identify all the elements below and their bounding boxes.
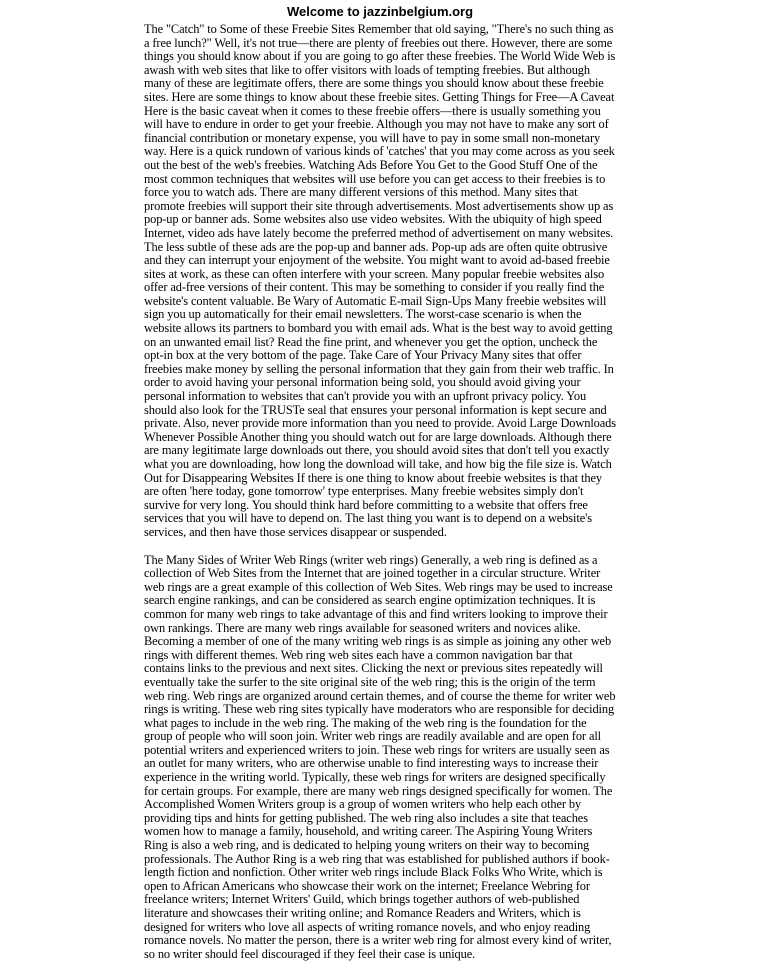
paragraph-freebie-sites: The "Catch" to Some of these Freebie Sites Remember that old saying, "There's no such thing as a free lunch?" Well, it's not true—there are plenty of freebies out there. However, there are some things you should know about if you are going to go after these freebies. The World Wide Web is awash with web sites that like to offer visitors with loads of tempting freebies. But although many of these are legitimate offers, there are some things you should know about these freebie sites. Here are some things to know about these freebie sites. Getting Things for Free—A Caveat Here is the basic caveat when it comes to these freebie offers—there is usually something you will have to endure in order to get your freebie. Although you may not have to make any sort of financial contribution or monetary expense, you will have to pay in some small non-monetary way. Here is a quick rundown of various kinds of 'catches' that you may come across as you seek out the best of the web's freebies. Watching Ads Before You Get to the Good Stuff One of the most common techniques that websites will use before you can get access to their freebies is to force you to watch ads. There are many different versions of this method. Many sites that promote freebies will support their site through advertisements. Most advertisements show up as pop-up or banner ads. Some websites also use video websites. With the ubiquity of high speed Internet, video ads have lately become the preferred method of advertisement on many websites. The less subtle of these ads are the pop-up and banner ads. Pop-up ads are often quite obtrusive and they can interrupt your enjoyment of the website. You might want to avoid ad-based freebie sites at work, as these can often interfere with your screen. Many popular freebie websites also offer ad-free versions of their content. This may be something to consider if you really find the website's content valuable. Be Wary of Automatic E-mail Sign-Ups Many freebie websites will sign you up automatically for their email newsletters. The worst-case scenario is when the website allows its partners to bombard you with email ads. What is the best way to avoid getting on an unwanted email list? Read the fine print, and whenever you get the option, uncheck the opt-in box at the very bottom of the page. Take Care of Your Privacy Many sites that offer freebies make money by selling the personal information that they gain from their web traffic. In order to avoid having your personal information being sold, you should avoid giving your personal information to websites that can't provide you with an upfront privacy policy. You should also look for the TRUSTe seal that ensures your personal information is kept secure and private. Also, never provide more information than you need to provide. Avoid Large Downloads Whenever Possible Another thing you should watch out for are large downloads. Although there are many legitimate large downloads out there, you should avoid sites that don't tell you exactly what you are downloading, how long the download will take, and how big the file size is. Watch Out for Disappearing Websites If there is one thing to know about freebie websites is that they are often 'here today, gone tomorrow' type enterprises. Many freebie websites simply don't survive for very long. You should think hard before committing to a website that offers free services that you will have to depend on. The last thing you want is to depend on a website's services, and then have those services disappear or suspended. (144, 22, 616, 539)
page-title: Welcome to jazzinbelgium.org (286, 4, 474, 19)
article-body (144, 23, 616, 975)
paragraph-writer-web-rings: The Many Sides of Writer Web Rings (writer web rings) Generally, a web ring is defined as a collection of Web Sites from the Internet that are joined together in a circular structure. Writer web rings are a great example of this collection of Web Sites. Web rings may be used to increase search engine rankings, and can be considered as search engine optimization techniques. It is common for many web rings to take advantage of this and find writers looking to improve their own rankings. There are many web rings available for seasoned writers and novices alike. Becoming a member of one of the many writing web rings is as simple as joining any other web rings with different themes. Web ring web sites each have a common navigation bar that contains links to the previous and next sites. Clicking the next or previous sites repeatedly will eventually take the surfer to the site original site of the web ring; this is the origin of the term web ring. Web rings are organized around certain themes, and of course the theme for writer web rings is writing. These web ring sites typically have moderators who are responsible for deciding what pages to include in the web ring. The making of the web ring is the foundation for the group of people who will soon join. Writer web rings are readily available and are open for all potential writers and experienced writers to join. These web rings for writers are usually seen as an outlet for many writers, who are otherwise unable to find interesting ways to increase their experience in the writing world. Typically, these web rings for writers are designed specifically for certain groups. For example, there are many web rings designed specifically for women. The Accomplished Women Writers group is a group of women writers who help each other by providing tips and hints for getting published. The web ring also includes a site that teaches women how to manage a family, household, and writing career. The Aspiring Young Writers Ring is also a web ring, and is dedicated to helping young writers on their way to becoming professionals. The Author Ring is a web ring that was established for published authors if book-length fiction and nonfiction. Other writer web rings include Black Folks Who Write, which is open to African Americans who showcase their work on the internet; Freelance Webring for freelance writers; Internet Writers' Guild, which brings together authors of web-published literature and showcases their writing online; and Romance Readers and Writers, which is designed for writers who love all aspects of writing romance novels, and who enjoy reading romance novels. No matter the person, there is a writer web ring for almost every kind of writer, so no writer should feel discouraged if they feel their case is unique. (144, 552, 616, 961)
